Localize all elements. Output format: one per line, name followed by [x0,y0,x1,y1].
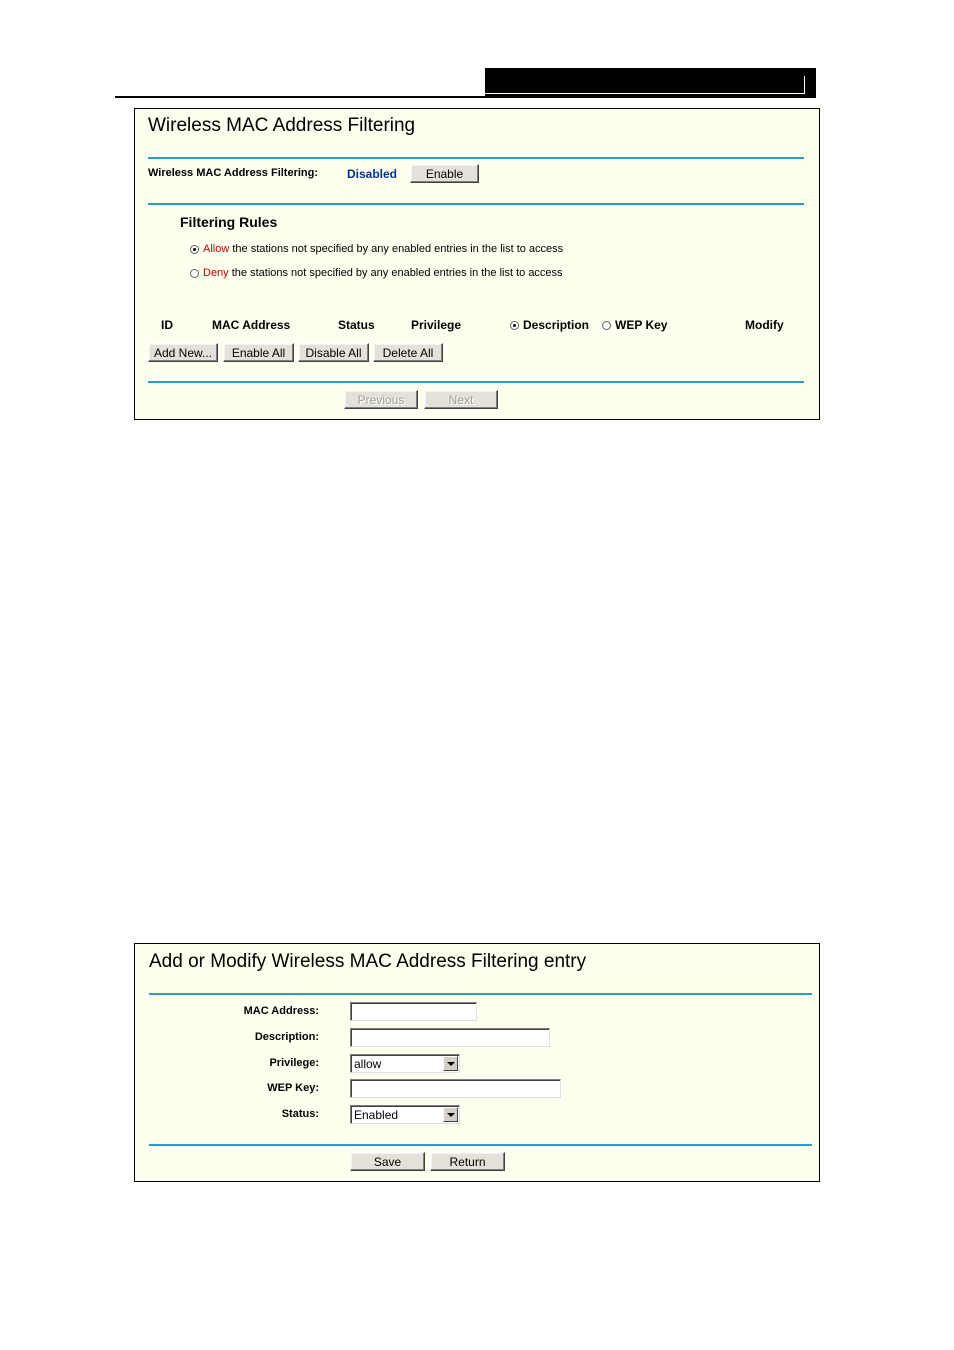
rule-deny-text: the stations not specified by any enabled entries in the list to access [228,267,563,279]
divider [149,993,812,995]
mac-address-label: MAC Address: [243,1005,319,1017]
add-new-button[interactable]: Add New... [148,343,218,362]
wep-key-label: WEP Key: [267,1082,319,1094]
privilege-select[interactable] [350,1054,460,1073]
chevron-down-icon[interactable] [443,1107,458,1122]
filtering-status-label: Wireless MAC Address Filtering: [148,167,319,179]
disable-all-button[interactable]: Disable All [298,343,369,362]
save-button[interactable]: Save [350,1152,425,1171]
previous-button[interactable]: Previous [344,390,418,409]
divider [148,381,804,383]
panel-title: Add or Modify Wireless MAC Address Filtering entry [149,951,587,972]
column-privilege: Privilege [411,318,462,332]
privilege-label: Privilege: [269,1057,319,1069]
rule-deny-keyword: Deny [203,267,229,279]
next-button[interactable]: Next [424,390,498,409]
enable-button[interactable]: Enable [410,164,479,183]
column-description-option[interactable] [510,318,589,332]
wep-key-input[interactable] [350,1079,561,1098]
page-header-line [115,96,816,98]
filtering-rules-title: Filtering Rules [180,214,278,230]
description-label: Description: [254,1031,319,1043]
rule-allow-text: the stations not specified by any enabled entries in the list to access [229,243,564,255]
column-status: Status [338,318,375,332]
status-select[interactable] [350,1105,460,1124]
return-button[interactable]: Return [430,1152,505,1171]
column-id: ID [161,318,173,332]
panel-title: Wireless MAC Address Filtering [148,115,416,136]
status-selected-value: Enabled [354,1107,399,1122]
page-header-block [485,68,816,97]
column-wep-key: WEP Key [615,318,668,332]
add-modify-entry-panel [134,943,820,1182]
filtering-status-value: Disabled [347,167,398,181]
delete-all-button[interactable]: Delete All [373,343,443,362]
privilege-selected-value: allow [354,1056,382,1071]
rule-deny-radio[interactable] [190,269,199,278]
description-radio[interactable] [510,321,519,330]
status-label: Status: [281,1108,319,1120]
rule-allow-keyword: Allow [203,243,230,255]
mac-address-input[interactable] [350,1002,477,1021]
divider [149,1144,812,1146]
wep-key-radio[interactable] [602,321,611,330]
enable-all-button[interactable]: Enable All [223,343,294,362]
mac-filtering-panel [134,108,820,420]
rule-allow-radio[interactable] [190,245,199,254]
column-modify: Modify [745,318,784,332]
column-wep-key-option[interactable] [602,318,667,332]
divider [148,203,804,205]
description-input[interactable] [350,1028,550,1047]
rule-allow-option[interactable] [190,243,563,255]
column-description: Description [523,318,590,332]
chevron-down-icon[interactable] [443,1056,458,1071]
rule-deny-option[interactable] [190,267,563,279]
column-mac-address: MAC Address [212,318,291,332]
divider [148,157,804,159]
